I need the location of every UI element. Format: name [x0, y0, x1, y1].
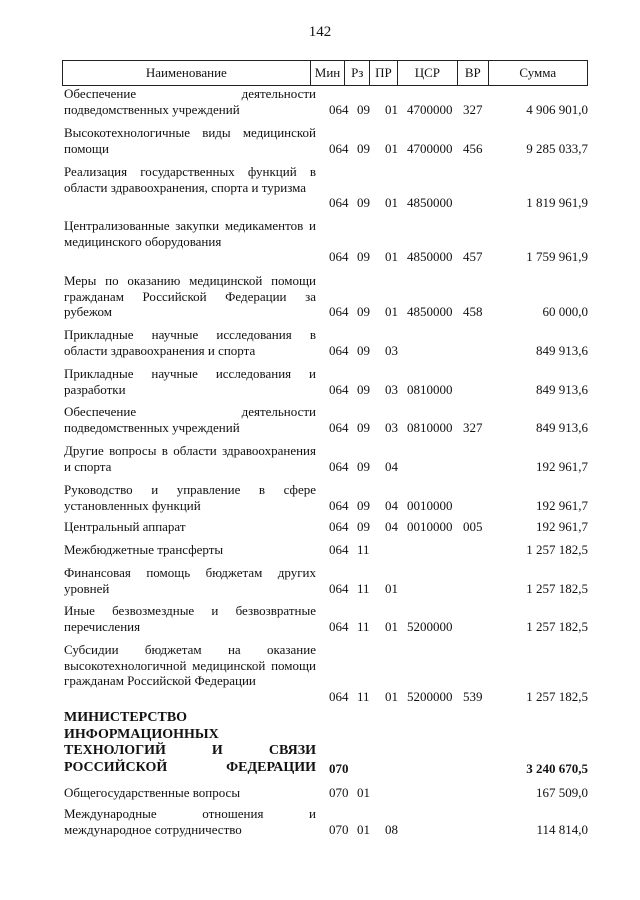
- row-min: 064: [329, 140, 349, 156]
- row-name: Меры по оказанию медицинской помощи гражданам Российской Федерации за рубежом: [64, 273, 316, 319]
- row-sum: 192 961,7: [536, 497, 588, 513]
- row-min: 064: [329, 101, 349, 117]
- row-csr: 4700000: [407, 140, 453, 156]
- row-sum: 849 913,6: [536, 342, 588, 358]
- header-sum: Сумма: [488, 61, 587, 86]
- row-csr: 0810000: [407, 381, 453, 397]
- row-rz: 09: [357, 381, 370, 397]
- row-name: Другие вопросы в области здравоохранения и спорта: [64, 443, 316, 474]
- row-csr: 4850000: [407, 249, 453, 264]
- page-number: 142: [308, 24, 332, 40]
- row-sum: 1 257 182,5: [526, 542, 588, 557]
- row-pr: 01: [385, 249, 398, 264]
- header-rz: Рз: [345, 61, 370, 86]
- row-rz: 11: [357, 580, 370, 596]
- row-sum: 1 819 961,9: [526, 195, 588, 210]
- row-csr: 0010000: [407, 497, 453, 513]
- row-rz: 09: [357, 497, 370, 513]
- row-vr: 457: [463, 249, 483, 264]
- row-pr: 03: [385, 342, 398, 358]
- row-name: Межбюджетные трансферты: [64, 542, 224, 557]
- row-min: 064: [329, 381, 349, 397]
- row-min: 064: [329, 419, 349, 435]
- row-name: Общегосударственные вопросы: [64, 785, 241, 800]
- row-vr: 456: [463, 140, 483, 156]
- row-csr: 4850000: [407, 195, 453, 210]
- row-name: Центральный аппарат: [64, 519, 186, 534]
- row-min: 064: [329, 249, 349, 264]
- row-rz: 01: [357, 821, 370, 837]
- row-sum: 192 961,7: [536, 458, 588, 474]
- row-min: 064: [329, 688, 349, 704]
- row-rz: 11: [357, 542, 370, 557]
- row-name: Прикладные научные исследования и разработки: [64, 366, 316, 397]
- row-name: Обеспечение деятельности подведомственных учреждений: [64, 86, 316, 117]
- row-name: Прикладные научные исследования в области здравоохранения и спорта: [64, 327, 316, 358]
- row-min: 064: [329, 342, 349, 358]
- row-vr: 327: [463, 101, 483, 117]
- row-rz: 09: [357, 195, 370, 210]
- row-pr: 01: [385, 304, 398, 319]
- row-rz: 11: [357, 618, 370, 634]
- row-min: 064: [329, 618, 349, 634]
- row-rz: 09: [357, 304, 370, 319]
- row-csr: 5200000: [407, 618, 453, 634]
- row-pr: 04: [385, 519, 398, 534]
- row-min: 070: [329, 761, 349, 776]
- row-pr: 01: [385, 618, 398, 634]
- row-name: Руководство и управление в сфере установленных функций: [64, 482, 316, 513]
- row-pr: 08: [385, 821, 398, 837]
- row-name: Финансовая помощь бюджетам других уровней: [64, 565, 316, 596]
- header-pr: ПР: [370, 61, 398, 86]
- row-rz: 01: [357, 785, 370, 800]
- row-pr: 03: [385, 381, 398, 397]
- row-pr: 01: [385, 195, 398, 210]
- row-sum: 1 257 182,5: [526, 580, 588, 596]
- row-pr: 01: [385, 101, 398, 117]
- row-vr: 539: [463, 688, 483, 704]
- row-sum: 167 509,0: [536, 785, 588, 800]
- row-min: 070: [329, 785, 349, 800]
- row-sum: 1 257 182,5: [526, 618, 588, 634]
- row-min: 064: [329, 542, 349, 557]
- row-csr: 5200000: [407, 688, 453, 704]
- row-sum: 1 257 182,5: [526, 688, 588, 704]
- row-rz: 09: [357, 140, 370, 156]
- row-csr: 0010000: [407, 519, 453, 534]
- row-name: Высокотехнологичные виды медицинской помощи: [64, 125, 316, 156]
- row-pr: 01: [385, 688, 398, 704]
- header-name: Наименование: [63, 61, 311, 86]
- row-min: 064: [329, 304, 349, 319]
- row-rz: 11: [357, 688, 370, 704]
- row-rz: 09: [357, 101, 370, 117]
- header-csr: ЦСР: [397, 61, 457, 86]
- row-name: Международные отношения и международное сотрудничество: [64, 806, 316, 837]
- row-rz: 09: [357, 249, 370, 264]
- header-vr: ВР: [457, 61, 488, 86]
- row-pr: 03: [385, 419, 398, 435]
- row-csr: 4850000: [407, 304, 453, 319]
- row-min: 064: [329, 497, 349, 513]
- row-rz: 09: [357, 419, 370, 435]
- row-rz: 09: [357, 458, 370, 474]
- row-name: Обеспечение деятельности подведомственных учреждений: [64, 404, 316, 435]
- row-min: 064: [329, 458, 349, 474]
- row-rz: 09: [357, 519, 370, 534]
- row-min: 064: [329, 580, 349, 596]
- row-sum: 1 759 961,9: [526, 249, 588, 264]
- row-name: Централизованные закупки медикаментов и медицинского оборудования: [64, 218, 316, 249]
- row-pr: 04: [385, 458, 398, 474]
- row-name: Реализация государственных функций в области здравоохранения, спорта и туризма: [64, 164, 316, 195]
- row-min: 070: [329, 821, 349, 837]
- row-sum: 4 906 901,0: [526, 101, 588, 117]
- row-vr: 005: [463, 519, 483, 534]
- row-pr: 01: [385, 580, 398, 596]
- row-min: 064: [329, 519, 349, 534]
- row-name: Иные безвозмездные и безвозвратные перечисления: [64, 603, 316, 634]
- row-vr: 458: [463, 304, 483, 319]
- row-sum: 192 961,7: [536, 519, 588, 534]
- row-name: Субсидии бюджетам на оказание высокотехнологичной медицинской помощи гражданам Российской Федерации: [64, 642, 316, 688]
- row-sum: 9 285 033,7: [526, 140, 588, 156]
- row-csr: 4700000: [407, 101, 453, 117]
- row-pr: 01: [385, 140, 398, 156]
- row-vr: 327: [463, 419, 483, 435]
- header-min: Мин: [310, 61, 345, 86]
- row-csr: 0810000: [407, 419, 453, 435]
- row-sum: 60 000,0: [542, 304, 588, 319]
- row-sum: 849 913,6: [536, 381, 588, 397]
- row-pr: 04: [385, 497, 398, 513]
- ministry-name: МИНИСТЕРСТВО ИНФОРМАЦИОННЫХ ТЕХНОЛОГИЙ И СВЯЗИ РОССИЙСКОЙ ФЕДЕРАЦИИ: [64, 710, 316, 775]
- row-rz: 09: [357, 342, 370, 358]
- row-sum: 849 913,6: [536, 419, 588, 435]
- row-sum: 114 814,0: [536, 821, 588, 837]
- row-min: 064: [329, 195, 349, 210]
- row-sum: 3 240 670,5: [526, 761, 588, 776]
